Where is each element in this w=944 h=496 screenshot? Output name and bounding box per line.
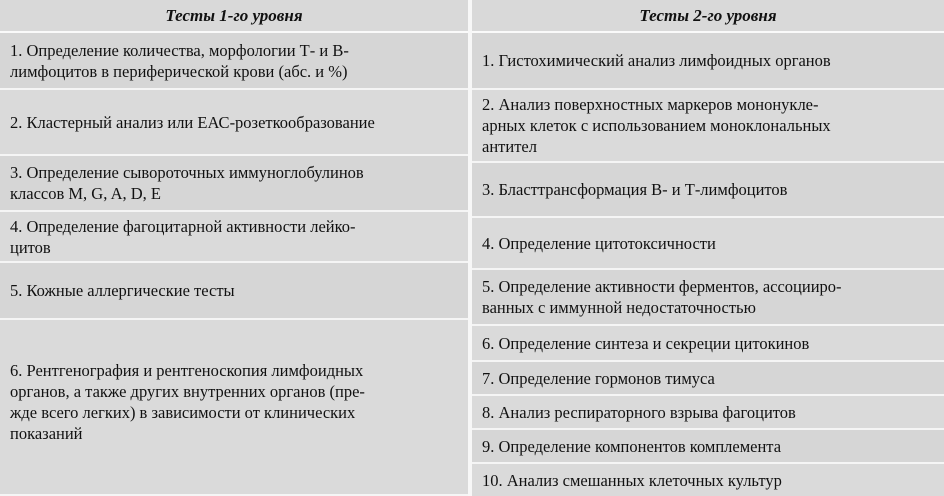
row-text: 1. Гистохимический анализ лимфоидных органов — [482, 51, 831, 70]
level2-row — [472, 33, 944, 90]
level2-header: Тесты 2-го уровня — [472, 0, 944, 33]
row-text: 9. Определение компонентов комплемента — [482, 436, 782, 456]
row-text: 3. Бласттрансформация В- и Т-лимфоцитов — [482, 180, 788, 199]
level1-column — [0, 0, 468, 496]
row-text: классов M, G, A, D, E — [10, 184, 161, 203]
row-text: 8. Анализ респираторного взрыва фагоцитов — [482, 402, 796, 422]
level1-row — [0, 263, 468, 320]
row-text: 4. Определение фагоцитарной активности лейко- — [10, 216, 356, 236]
row-text: 3. Определение сывороточных иммуноглобулинов — [10, 163, 364, 182]
level1-header: Тесты 1-го уровня — [0, 0, 468, 33]
level1-row — [0, 320, 468, 496]
level2-column — [472, 0, 944, 496]
row-text: 7. Определение гормонов тимуса — [482, 368, 715, 388]
level1-row — [0, 33, 468, 90]
row-text: 6. Рентгенография и рентгеноскопия лимфоидных — [10, 361, 364, 380]
row-text: 5. Определение активности ферментов, ассоцииро- — [482, 277, 842, 296]
row-text: лимфоцитов в периферической крови (абс. и %) — [10, 61, 348, 81]
row-text: жде всего легких) в зависимости от клинических — [10, 403, 356, 422]
level2-row — [472, 362, 944, 396]
row-text: антител — [482, 137, 537, 156]
level1-row — [0, 156, 468, 212]
row-text: 4. Определение цитотоксичности — [482, 233, 716, 253]
row-text: 5. Кожные аллергические тесты — [10, 281, 235, 300]
row-text: 10. Анализ смешанных клеточных культур — [482, 470, 782, 490]
row-text: органов, а также других внутренних органов (пре- — [10, 382, 365, 401]
level2-row — [472, 270, 944, 326]
row-text: показаний — [10, 424, 83, 443]
level2-row — [472, 464, 944, 496]
level2-row — [472, 90, 944, 163]
row-text: цитов — [10, 237, 51, 257]
level1-row — [0, 90, 468, 156]
row-text: ванных с иммунной недостаточностью — [482, 298, 756, 317]
level2-row — [472, 326, 944, 362]
level2-row — [472, 218, 944, 270]
row-text: 2. Кластерный анализ или ЕАС-розеткообразование — [10, 112, 375, 132]
level2-row — [472, 430, 944, 464]
row-text: 1. Определение количества, морфологии Т- и В- — [10, 40, 349, 60]
level2-row — [472, 163, 944, 218]
row-text: арных клеток с использованием моноклональных — [482, 116, 831, 135]
row-text: 2. Анализ поверхностных маркеров мононукле- — [482, 95, 819, 114]
level2-row — [472, 396, 944, 430]
level1-row — [0, 212, 468, 263]
row-text: 6. Определение синтеза и секреции цитокинов — [482, 333, 810, 353]
